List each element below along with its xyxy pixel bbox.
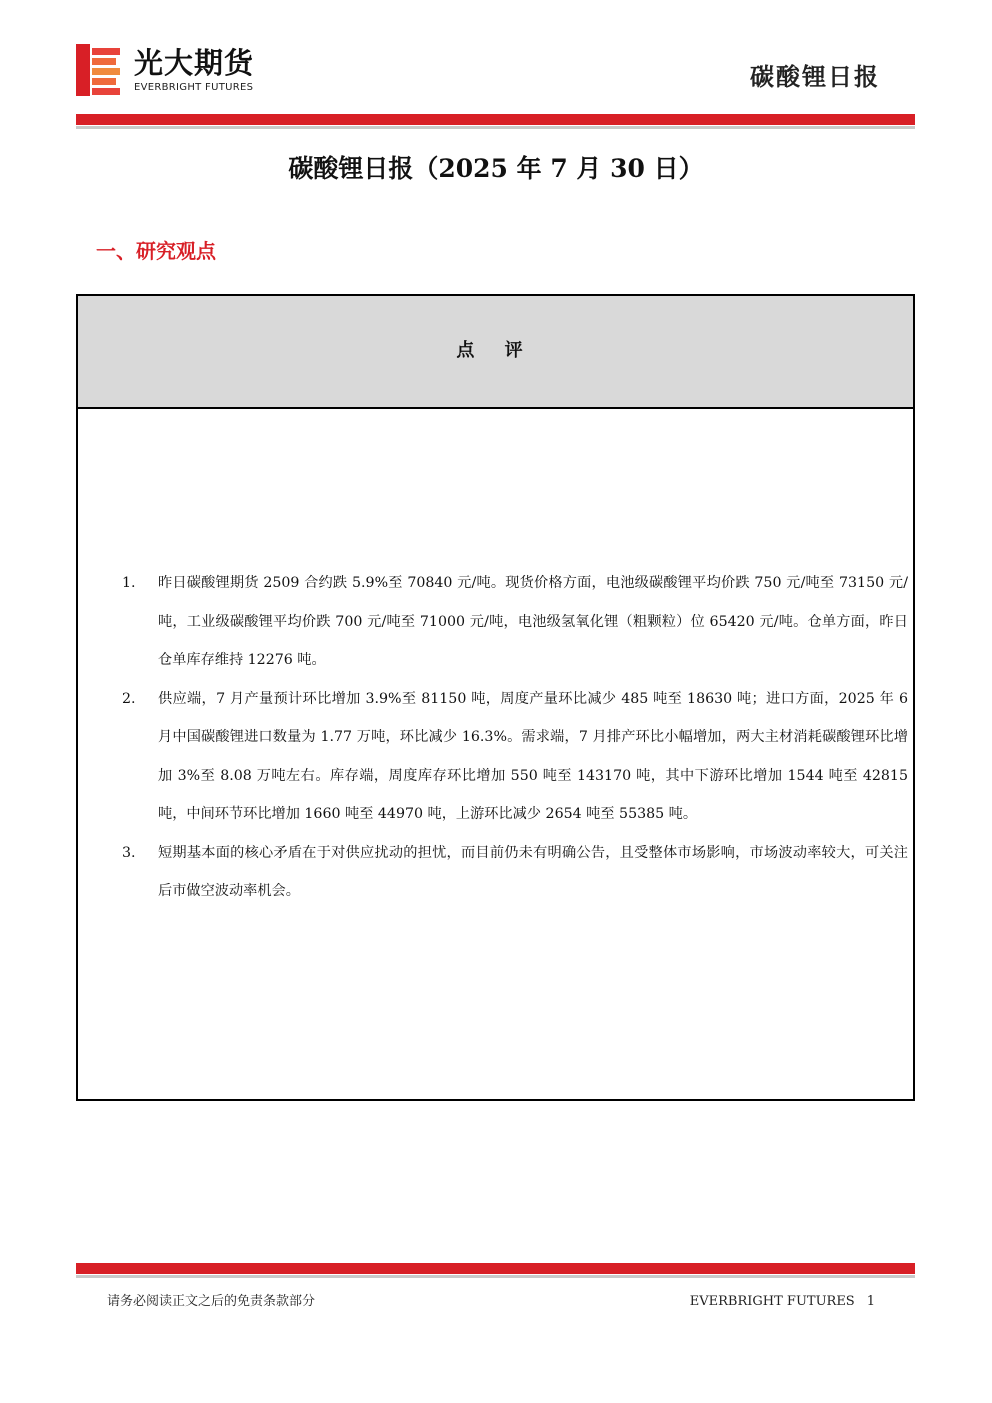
point-number: 1.	[122, 575, 136, 591]
footer-disclaimer: 请务必阅读正文之后的免责条款部分	[107, 1294, 316, 1309]
footer-info	[690, 1292, 875, 1312]
header-divider	[76, 114, 915, 125]
section-heading: 一、研究观点	[96, 239, 216, 263]
commentary-point	[122, 834, 908, 911]
commentary-table	[76, 294, 915, 1101]
point-text: 昨日碳酸锂期货 2509 合约跌 5.9%至 70840 元/吨。现货价格方面，电池级碳酸锂平均价跌 750 元/吨至 73150 元/吨，工业级碳酸锂平均价跌 700 元/吨至 71000 元/吨，电池级氢氧化锂（粗颗粒）位 65420 元/吨。仓单方面，昨日仓单库存维持 12276 吨。	[158, 575, 908, 668]
footer-company: EVERBRIGHT FUTURES	[689, 1294, 855, 1309]
point-text: 短期基本面的核心矛盾在于对供应扰动的担忧，而目前仍未有明确公告，且受整体市场影响，市场波动率较大，可关注后市做空波动率机会。	[158, 844, 908, 899]
commentary-label: 点 评	[456, 340, 535, 361]
company-logo	[76, 44, 296, 96]
commentary-point	[122, 680, 908, 834]
page-number: 1	[866, 1294, 875, 1309]
footer-divider	[76, 1263, 915, 1274]
point-number: 2.	[122, 690, 136, 707]
commentary-points	[122, 564, 908, 911]
logo-name-cn: 光大期货	[134, 46, 255, 80]
point-number: 3.	[122, 844, 136, 861]
header-report-name: 碳酸锂日报	[750, 63, 880, 91]
document-title: 碳酸锂日报（2025 年 7 月 30 日）	[288, 154, 704, 183]
logo-name-en: EVERBRIGHT FUTURES	[134, 82, 254, 93]
point-text: 供应端，7 月产量预计环比增加 3.9%至 81150 吨，周度产量环比减少 485 吨至 18630 吨；进口方面，2025 年 6 月中国碳酸锂进口数量为 1.77 万吨，环比减少 16.3%。需求端，7 月排产环比小幅增加，两大主材消耗碳酸锂环比增加 3%至 8.08 万吨左右。库存端，周度库存环比增加 550 吨至 143170 吨，其中下游环比增加 1544 吨至 42815 吨，中间环节环比增加 1660 吨至 44970 吨，上游环比减少 2654 吨至 55385 吨。	[158, 690, 908, 822]
commentary-point	[122, 564, 908, 680]
everbright-logo-icon	[76, 44, 122, 96]
commentary-header	[78, 296, 913, 409]
